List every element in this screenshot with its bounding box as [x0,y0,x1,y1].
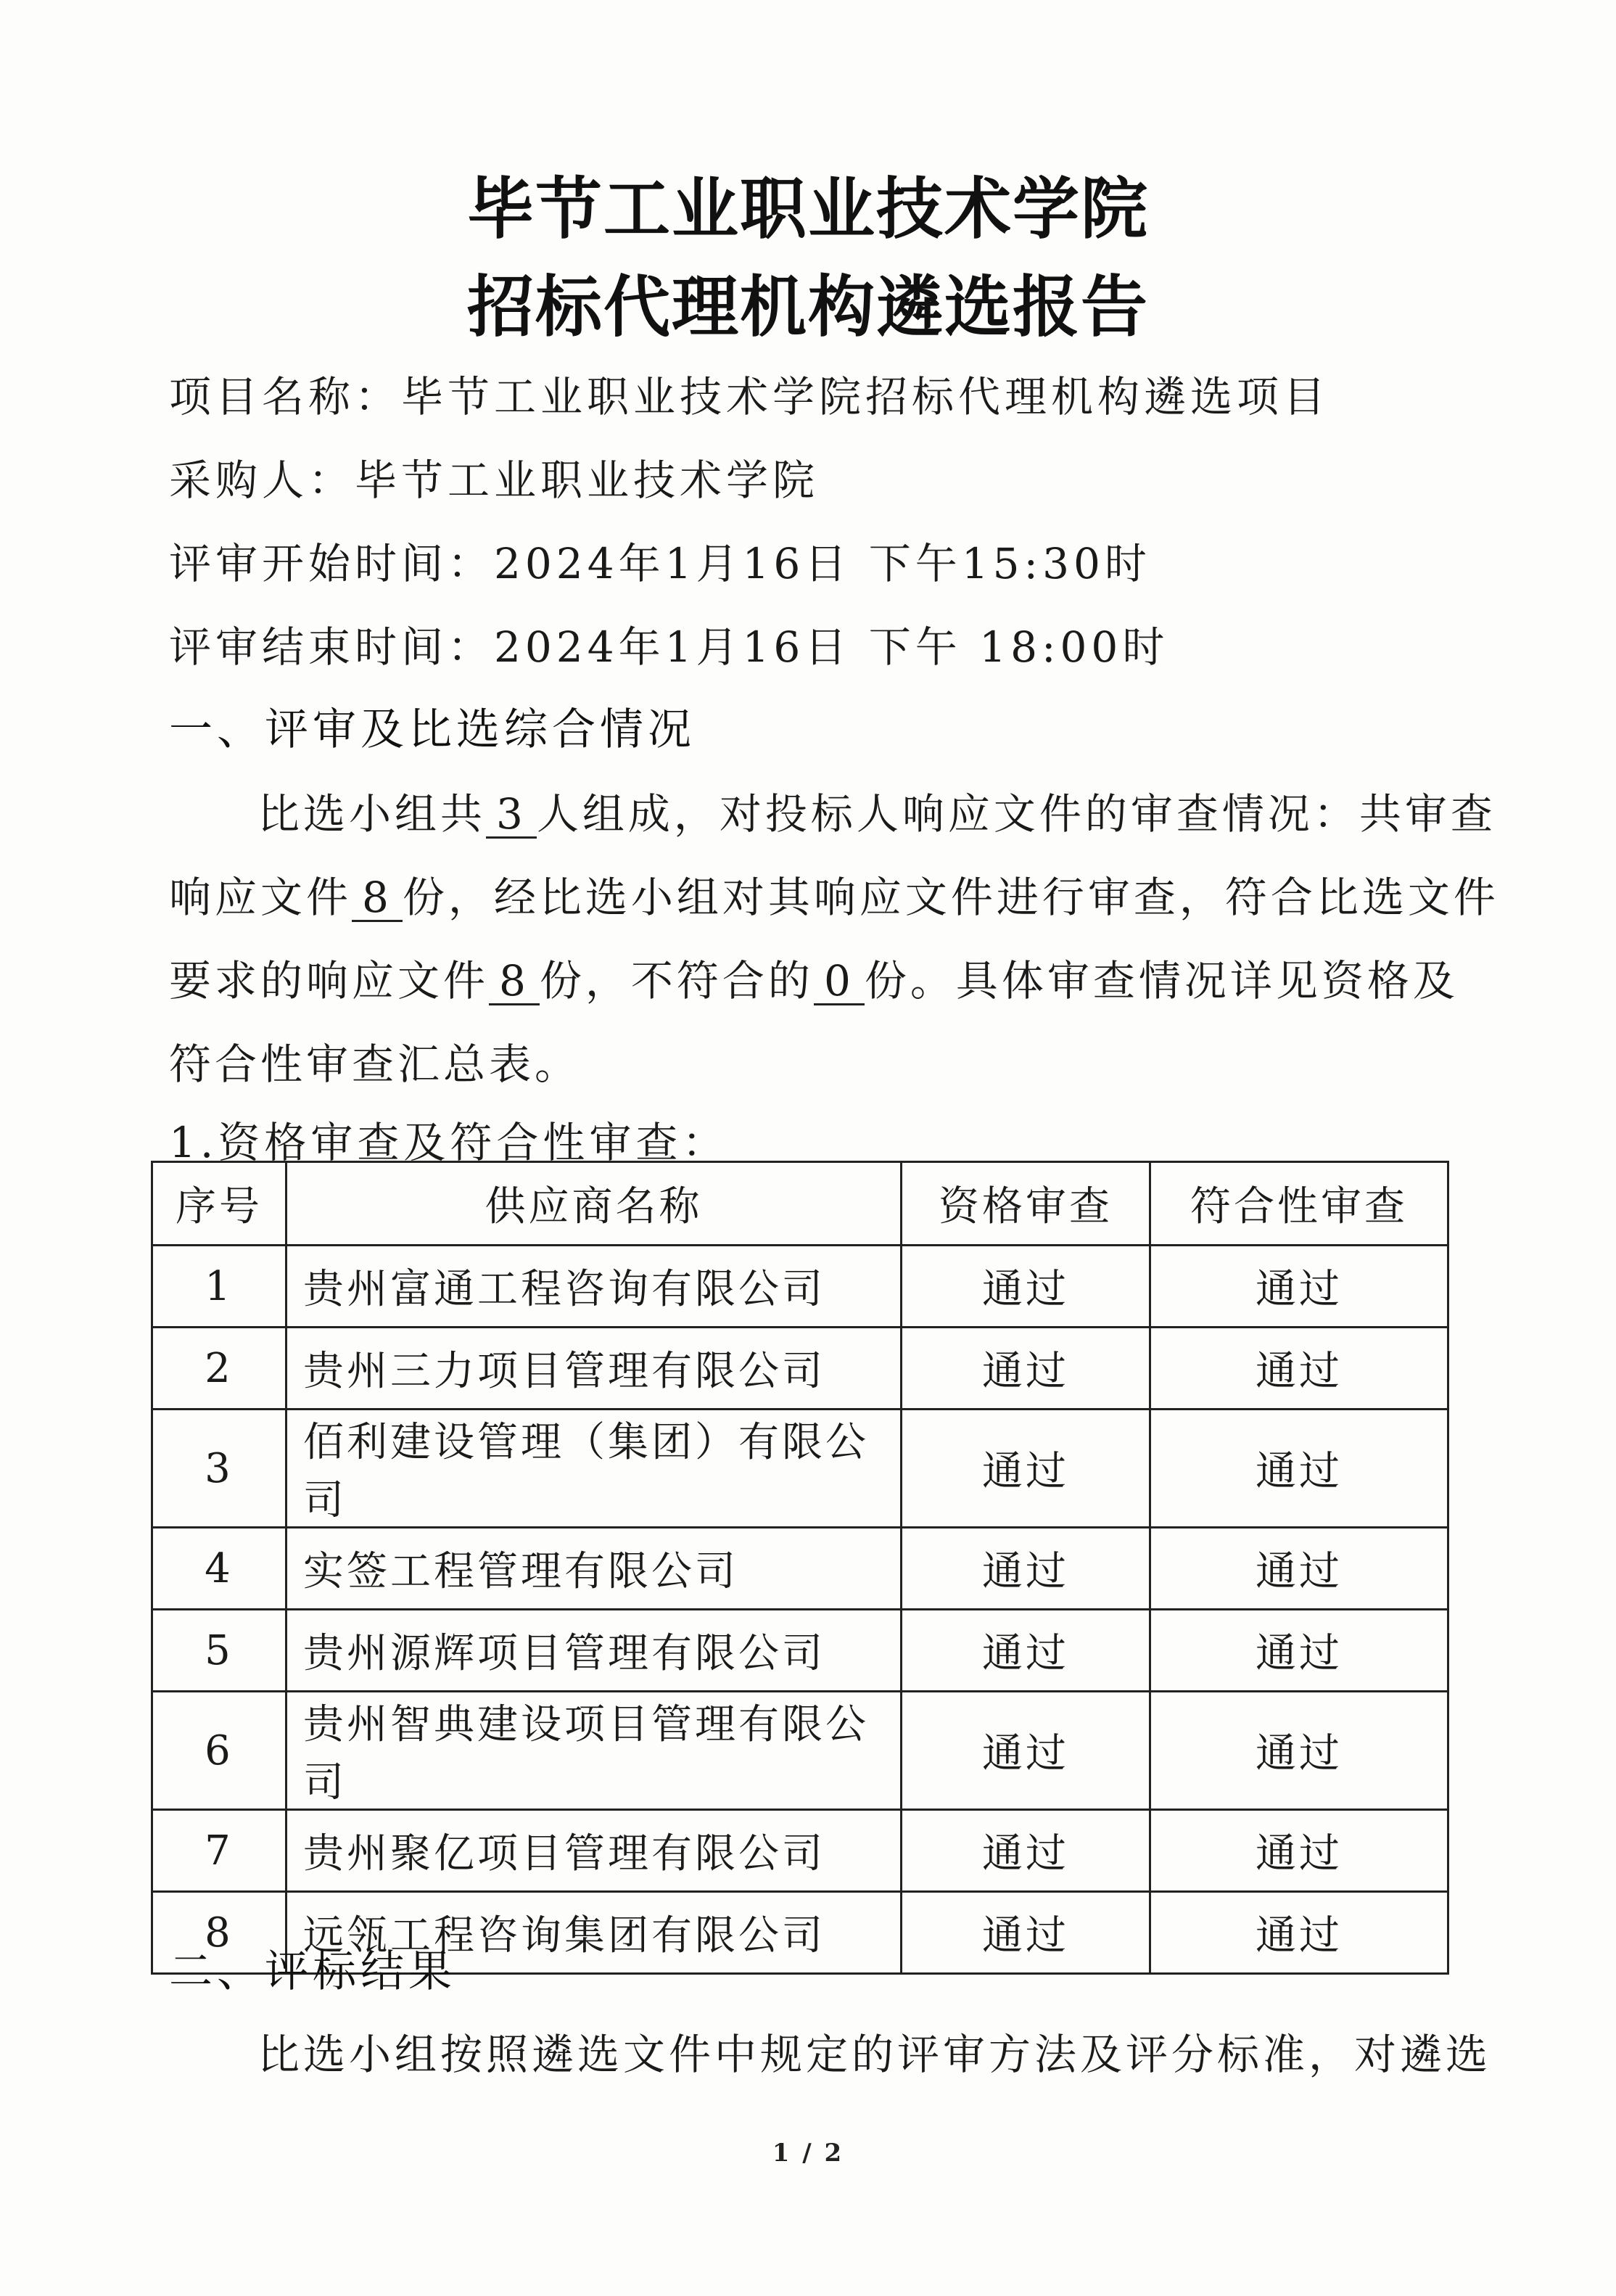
row-conformity: 通过 [1150,1246,1448,1328]
review-summary-table [151,1161,1449,1975]
row-qualification: 通过 [902,1892,1150,1974]
row-supplier: 贵州智典建设项目管理有限公司 [286,1692,902,1810]
section2-paragraph: 比选小组按照遴选文件中规定的评审方法及评分标准，对遴选 [257,2030,1492,2079]
row-no: 7 [152,1810,286,1892]
review-end-time: 评审结束时间：2024年1月16日 下午 18:00时 [169,622,1169,672]
text-fragment: 份，经比选小组对其响应文件进行审查，符合比选文件 [402,873,1499,922]
text-fragment: 份，不符合的 [539,956,814,1005]
row-no: 5 [152,1610,286,1692]
row-conformity: 通过 [1150,1692,1448,1810]
row-qualification: 通过 [902,1410,1150,1528]
fail-count: 0 [814,959,865,1005]
table-header-row [152,1162,1448,1246]
row-conformity: 通过 [1150,1528,1448,1610]
row-qualification: 通过 [902,1528,1150,1610]
row-no: 6 [152,1692,286,1810]
row-supplier: 贵州三力项目管理有限公司 [286,1328,902,1410]
row-conformity: 通过 [1150,1328,1448,1410]
section1-paragraph-line1 [257,780,1520,841]
review-start-time: 评审开始时间：2024年1月16日 下午15:30时 [169,539,1151,588]
table-row [152,1810,1448,1892]
row-supplier: 贵州源辉项目管理有限公司 [286,1610,902,1692]
row-qualification: 通过 [902,1810,1150,1892]
table-row [152,1610,1448,1692]
header-no: 序号 [152,1162,286,1246]
header-qualification: 资格审查 [902,1162,1150,1246]
document-title-line1: 毕节工业职业技术学院 [466,170,1149,248]
section1-paragraph-line4: 符合性审查汇总表。 [169,1040,581,1089]
row-qualification: 通过 [902,1692,1150,1810]
row-no: 1 [152,1246,286,1328]
table-row [152,1246,1448,1328]
text-fragment: 响应文件 [169,873,353,922]
section1-paragraph-line3 [169,947,1459,1008]
row-supplier: 实签工程管理有限公司 [286,1528,902,1610]
text-fragment: 人组成，对投标人响应文件的审查情况：共审查 [536,789,1496,839]
header-conformity: 符合性审查 [1150,1162,1448,1246]
row-no: 8 [152,1892,286,1974]
text-fragment: 要求的响应文件 [169,956,490,1005]
section2-heading: 二、评标结果 [169,1946,456,1997]
row-conformity: 通过 [1150,1610,1448,1692]
row-conformity: 通过 [1150,1810,1448,1892]
row-no: 3 [152,1410,286,1528]
section1-paragraph-line2 [169,863,1499,924]
row-supplier: 佰利建设管理（集团）有限公司 [286,1410,902,1528]
row-supplier: 贵州富通工程咨询有限公司 [286,1246,902,1328]
document-title-line2: 招标代理机构遴选报告 [466,268,1149,346]
project-name: 项目名称：毕节工业职业技术学院招标代理机构遴选项目 [169,372,1330,421]
section1-heading: 一、评审及比选综合情况 [169,704,696,755]
header-supplier: 供应商名称 [286,1162,902,1246]
table-row [152,1528,1448,1610]
row-qualification: 通过 [902,1610,1150,1692]
row-conformity: 通过 [1150,1892,1448,1974]
row-no: 2 [152,1328,286,1410]
table-row [152,1410,1448,1528]
table-row [152,1692,1448,1810]
row-qualification: 通过 [902,1328,1150,1410]
page-number: 1 / 2 [772,2139,844,2168]
row-supplier: 贵州聚亿项目管理有限公司 [286,1810,902,1892]
subsection-heading: 1.资格审查及符合性审查： [169,1118,729,1167]
row-conformity: 通过 [1150,1410,1448,1528]
row-no: 4 [152,1528,286,1610]
total-response-count: 8 [352,876,403,922]
pass-count: 8 [489,959,540,1005]
text-fragment: 比选小组共 [257,789,487,839]
row-qualification: 通过 [902,1246,1150,1328]
row-supplier: 远瓴工程咨询集团有限公司 [286,1892,902,1974]
text-fragment: 份。具体审查情况详见资格及 [864,956,1459,1005]
purchaser: 采购人：毕节工业职业技术学院 [169,456,820,505]
member-count: 3 [486,792,537,839]
table-row [152,1328,1448,1410]
